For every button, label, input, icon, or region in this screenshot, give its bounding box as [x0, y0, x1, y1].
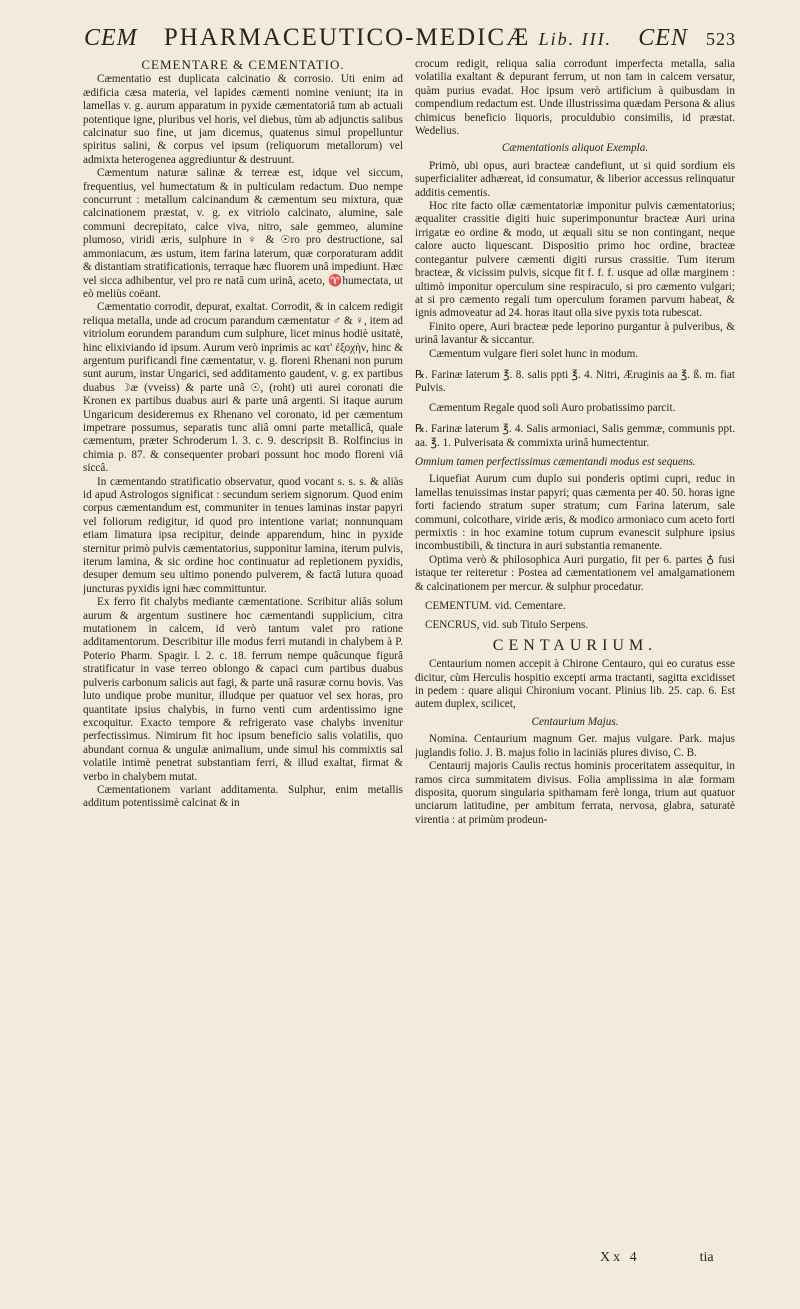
page-number: 523 [705, 29, 736, 49]
recipe-paragraph: ℞. Farinæ laterum ℥. 4. Salis armoniaci, Salis gemmæ, communis ppt. aa. ℥. 1. Pulverisata & commixta urinâ humectentur. [415, 423, 735, 449]
body-paragraph: Nomina. Centaurium magnum Ger. majus vulgare. Park. majus juglandis folio. J. B. majus folio in laciniäs plures diviso, C. B. [415, 733, 735, 759]
page-footer [600, 1250, 714, 1266]
body-paragraph: In cæmentando stratificatio observatur, quod vocant s. s. s. & aliàs id apud Astrologos significat : secundum seriem signorum. Quod enim corpus cæmentandum est, communiter in tenues laminas instar papyri vel foliorum redigitur, id quod pro intentione variat; nonnunquam etiam limatura ipsa recipitur, deinde apparendum, hinc in pyxide sternitur primò pulvis cæmentatorius, supponitur lamina, iterum pulvis, iterum lamina, & sic ordine hoc continuatur ad repletionem pyxidis, desuper demum seu ultimo ponendo pulverem, & factâ lutura quoad juncturas pyxidis igni hæc committuntur. [83, 475, 403, 595]
subsection-heading: Cæmentationis aliquot Exempla. [501, 142, 649, 155]
cross-reference-entry: CEMENTUM. vid. Cementare. [425, 600, 566, 613]
body-paragraph: Cæmentum Regale quod soli Auro probatissimo parcit. [429, 401, 676, 414]
body-paragraph: Primò, ubi opus, auri bracteæ candefiunt, ut si quid sordium eis superficialiter adhæreat, id consumatur, & liberior accessus relinquatur additis cementis. [415, 159, 735, 199]
body-paragraph: Liquefiat Aurum cum duplo sui ponderis optimi cupri, reduc in lamellas tenuissimas instar papyri; quas cæmenta per 40. 50. horas igne forti faciendo stratum super stratum; cum Farina laterum, sale communi, colcothare, viride æris, & modico armoniaco cum aceto forti permixtis : in hoc examine totum cuprum evanescit sulphure ipsius incombustibili, & tinctura in auri substantia remanente. [415, 473, 735, 553]
body-paragraph: Cæmentatio corrodit, depurat, exaltat. Corrodit, & in calcem redigit reliqua metalla, unde ad crocum parandum cæmentatur ♂ & ♀, item ad vitriolum eorundem parandum cum sulphure, licet minus hodiè usitatè, hinc elixiviando id ipsum. Aurum verò inprimis ac κατ' ἐξοχὴν, hinc & argentum purificandi fine cæmentatur, v. g. floreni Rhenani non purum sunt aurum, instar Ungarici, sed additamento gaudent, v. g. ex partibus duabus ☽æ (vveiss) & parte unâ ☉, (roht) uti aurei coronati die Kronen ex partibus duabus auri & parte unâ argenti. Si itaque aurum Ungaricum desideremus ex Rhenano vel coronato, id per cæmentum impetrare possumus, separatis tunc aliâ omni parte metallicâ, quale cæmentum, præter Schroderum l. 3. c. 9. descripsit B. Rolfincius in chimia p. 87. & consequenter probari possunt hoc modo floreni viâ siccâ. [83, 301, 403, 475]
signature-mark: Xx 4 [600, 1250, 640, 1265]
subsection-heading: Centaurium Majus. [531, 715, 619, 728]
body-paragraph: Centaurium nomen accepit à Chirone Centauro, qui eo curatus esse dicitur, cùm Herculis hospitio excepti arma tractanti, sagitta excidisset in pedem : quare aliqui Chironium vocant. Plinius lib. 25. cap. 6. Est autem duplex, scilicet, [415, 658, 735, 711]
running-head-title [164, 24, 612, 52]
body-paragraph: Ex ferro fit chalybs mediante cæmentatione. Scribitur aliâs solum aurum & argentum sustinere hoc cæmentandi supplicium, citra mutationem in calcem, id verò tantum valet pro ratione additamentorum. Describitur ille modus ferri mutandi in chalybem à P. Poterio Pharm. Spagir. l. 2. c. 18. ferrum nempe quâcunque figurâ stratificatur in vase terreo oblongo & capaci cum partibus duabus pulveris carbonum salicis aut fagi, & parte unâ rasuræ cornu bovis. Vas luto undique probe munitur, illudque per quatuor vel sex horas, pro quantitate ipsius chalybis, in furno venti cum ardentissimo igne excoquitur. Exacto tempore & refrigerato vase chalybs invenitur perfectissimus. Nimirum fit hoc ipsum beneficio salis volatilis, quo abundant cornua & ungulæ animalium, unde simul his commixtis sal volatile intimè penetrat substantiam ferri, & illud exaltat, firmat & verbo in chalybem mutat. [83, 596, 403, 783]
running-head-book: Lib. III. [538, 29, 613, 49]
right-column [415, 58, 735, 1238]
body-paragraph: Cæmentum naturæ salinæ & terreæ est, idque vel siccum, frequentius, vel humectatum & in pulticulam redactum. Duo nempe concurrunt : metallum calcinandum & cæmentum seu mixtura, quæ calcinationem præstat, v. g. ex vitriolo calcinato, alumine, sale communi decrepitato, calce viva, nitro, sale gemmeo, alumine plumoso, viridi æris, sulphure in ♀ & ☉ro pro destructione, sal ammoniacum, æs ustum, item farina laterum, quæ corporaturam addit & distantiam stratificationis, terraque hæc fluorem unâ impediunt. Hæc vel sicca adhibentur, vel pro re natâ cum urinâ, aceto, ♈humectata, ut eò meliùs coëant. [83, 167, 403, 300]
body-paragraph: Cæmentum vulgare fieri solet hunc in modum. [429, 347, 639, 360]
running-head-right-group [638, 25, 736, 52]
body-paragraph: Optima verò & philosophica Auri purgatio, fit per 6. partes ♁ fusi istaque ter reiteretur : Postea ad cæmentationem vel amalgamationem & calcinationem per mercur. & sulphur procedatur. [415, 553, 735, 593]
body-paragraph: Cæmentatio est duplicata calcinatio & corrosio. Uti enim ad ædificia cæsa materia, vel lapides cæmenti nomine veniunt; ita in lamellas v. g. aurum apparatum in pyxide cæmentatoriâ tum ab actuali potentique igne, pluribus vel horis, vel diebus, tùm ab adjunctis salibus calcinatur suo fine, ut jam dicemus, quatenus simul propelluntur spiritus salini, & corpus vel ipsum (reliquorum metallorum) vel admixta heterogenea aggrediuntur & destruunt. [83, 73, 403, 166]
recipe-paragraph: ℞. Farinæ laterum ℥. 8. salis ppti ℥. 4. Nitri, Æruginis aa ℥. ß. m. fiat Pulvis. [415, 368, 735, 395]
entry-heading: CENTAURIUM. [492, 636, 658, 654]
section-heading: CEMENTARE & CEMENTATIO. [141, 58, 345, 72]
body-paragraph: Finito opere, Auri bracteæ pede leporino purgantur à pulveribus, & urinâ lavantur & siccantur. [415, 320, 735, 347]
subsection-heading: Omnium tamen perfectissimus cæmentandi modus est sequens. [415, 455, 696, 468]
body-paragraph: Cæmentationem variant additamenta. Sulphur, enim metallis additum potentissimè calcinat & in [83, 783, 403, 810]
running-head-left: CEM [84, 25, 138, 51]
running-head-right: CEN [638, 25, 688, 51]
body-paragraph: Hoc rite facto ollæ cæmentatoriæ imponitur pulvis cæmentatorius; æqualiter crassitie digiti huic superimponuntur bracteæ Auri urina irrigatæ eo ordine & modo, ut æquali situ se non contingant, neque calore aucto liquescant. Dispositio primo hoc ordine, bracteæ contegantur pulvere cæmenti digiti rursus crassitie. Tum iterum bracteæ, & vicissim pulvis, sicque fit f. f. f. usque ad ollæ marginem : ultimò imponitur operculum sine respiraculo, si pro cæmento vulgari; at si pro cæmento regali tum operculum foramen parvum habeat, & ignis admoveatur ad 24. horas itaut olla sive pyxis tota rubescat. [415, 200, 735, 320]
cross-reference-entry: CENCRUS, vid. sub Titulo Serpens. [425, 619, 589, 632]
running-head [84, 24, 736, 56]
running-head-title-text: PHARMACEUTICO-MEDICÆ [163, 24, 531, 51]
catchword: tia [699, 1250, 714, 1265]
body-paragraph: crocum redigit, reliqua salia corrodunt imperfecta metalla, salia volatilia exaltant & depurant ferrum, ut non tam in calcem versatur, quàm purius evadat. Hoc ipsum verò artificium à quibusdam in compendium redactum est. Unde illustrissima quædam Persona & alius chimicus beneficio liquoris, proculdubio consimilis, id præstat. Wedelius. [415, 58, 735, 138]
left-column [83, 58, 403, 1238]
body-paragraph: Centaurij majoris Caulis rectus hominis proceritatem assequitur, in ramos circa summitatem divisus. Folia amplissima in alæ formam disposita, quorum singularia spithamam ferè longa, trium aut quatuor unciarum latitudine, per ambitum ferrata, nervosa, glabra, saturatè virentia : at primùm prodeun- [415, 760, 735, 826]
